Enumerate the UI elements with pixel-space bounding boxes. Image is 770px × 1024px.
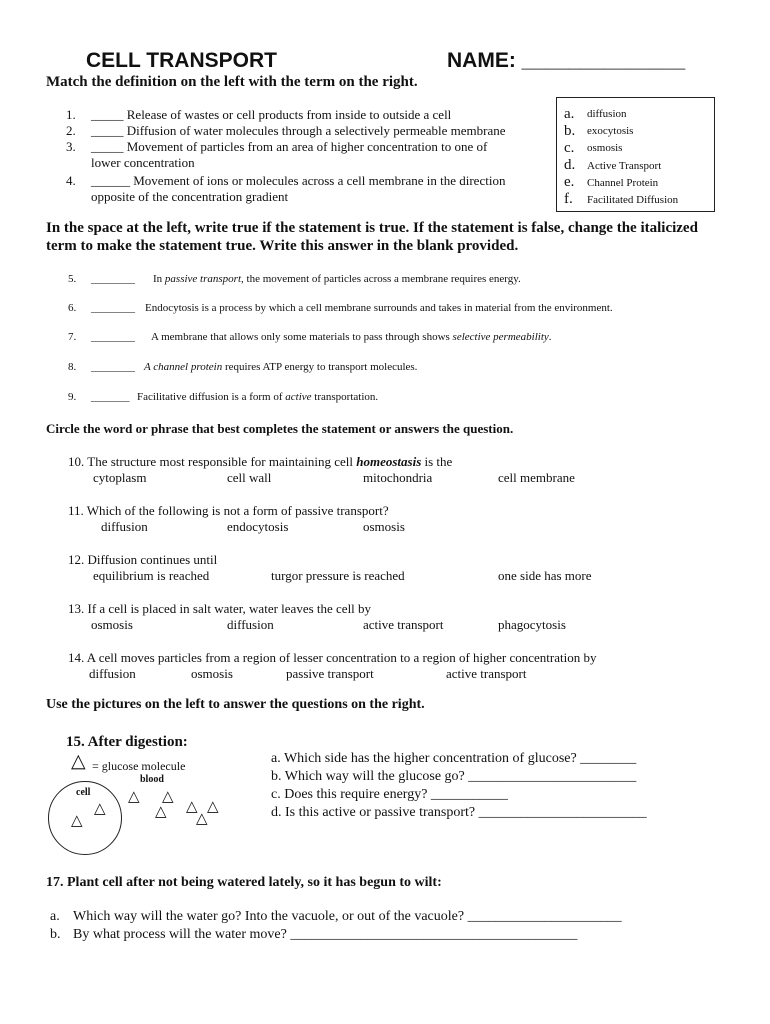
term-d-text: Active Transport — [587, 160, 662, 172]
glucose-in-blood-icon: △ — [186, 799, 198, 815]
q13-text: 13. If a cell is placed in salt water, water leaves the cell by — [68, 601, 372, 616]
item-7-num: 7. — [68, 331, 77, 343]
q11-text: 11. Which of the following is not a form of passive transport? — [68, 503, 389, 518]
q10-option-1[interactable]: cytoplasm — [93, 470, 147, 485]
q17-title: 17. Plant cell after not being watered lately, so it has begun to wilt: — [46, 875, 442, 890]
item-8-blank[interactable]: ________ — [91, 361, 135, 373]
q17-b-letter: b. — [50, 927, 61, 942]
q10-option-2[interactable]: cell wall — [227, 470, 272, 485]
q15-question-c: c. Does this require energy? ___________ — [271, 787, 508, 802]
term-c-letter: c. — [564, 140, 575, 156]
item-9-blank[interactable]: _______ — [91, 391, 130, 403]
item-4-text-cont: opposite of the concentration gradient — [91, 189, 289, 204]
name-field-label[interactable]: NAME: ______________ — [447, 49, 686, 72]
glucose-legend-label: = glucose molecule — [92, 759, 186, 773]
item-8-num: 8. — [68, 361, 77, 373]
item-7-statement: A membrane that allows only some materials to pass through shows selective permeability. — [151, 331, 552, 343]
term-a-letter: a. — [564, 106, 575, 122]
item-3-text-cont: lower concentration — [91, 155, 195, 170]
section2-instruction-line2: term to make the statement true. Write this answer in the blank provided. — [46, 238, 519, 254]
item-1-num: 1. — [66, 107, 76, 122]
blood-label: blood — [140, 774, 164, 785]
item-4-num: 4. — [66, 173, 76, 188]
term-c-text: osmosis — [587, 142, 623, 154]
item-7-blank[interactable]: ________ — [91, 331, 135, 343]
term-b-letter: b. — [564, 123, 576, 139]
item-2-num: 2. — [66, 123, 76, 138]
q14-text: 14. A cell moves particles from a region of lesser concentration to a region of higher concentration by — [68, 650, 597, 665]
q12-option-1[interactable]: equilibrium is reached — [93, 568, 210, 583]
q12-option-3[interactable]: one side has more — [498, 568, 592, 583]
glucose-in-blood-icon: △ — [128, 789, 140, 805]
term-d-letter: d. — [564, 157, 576, 173]
section4-instruction: Use the pictures on the left to answer the questions on the right. — [46, 697, 425, 712]
q12-text: 12. Diffusion continues until — [68, 552, 218, 567]
q14-option-3[interactable]: passive transport — [286, 666, 374, 681]
q10-option-3[interactable]: mitochondria — [363, 470, 433, 485]
q15-question-b: b. Which way will the glucose go? ________________________ — [271, 769, 637, 784]
glucose-in-blood-icon: △ — [162, 789, 174, 805]
item-3-text: _____ Movement of particles from an area of higher concentration to one of — [91, 139, 488, 154]
q15-title: 15. After digestion: — [66, 734, 188, 750]
q17-a-letter: a. — [50, 909, 60, 924]
glucose-in-cell-icon: △ — [71, 813, 83, 829]
section2-instruction-line1: In the space at the left, write true if the statement is true. If the statement is false, change the italicized — [46, 220, 698, 236]
item-6-num: 6. — [68, 302, 77, 314]
item-9-num: 9. — [68, 391, 77, 403]
term-f-text: Facilitated Diffusion — [587, 194, 679, 206]
term-f-letter: f. — [564, 191, 573, 207]
q13-option-1[interactable]: osmosis — [91, 617, 133, 632]
term-e-letter: e. — [564, 174, 575, 190]
q11-option-2[interactable]: endocytosis — [227, 519, 289, 534]
q15-question-d: d. Is this active or passive transport? ________________________ — [271, 805, 647, 820]
glucose-in-blood-icon: △ — [196, 811, 208, 827]
item-3-num: 3. — [66, 139, 76, 154]
term-b-text: exocytosis — [587, 125, 634, 137]
section3-instruction: Circle the word or phrase that best completes the statement or answers the question. — [46, 421, 514, 436]
q17-a-text: Which way will the water go? Into the vacuole, or out of the vacuole? ______________________ — [73, 909, 622, 924]
item-5-statement: In passive transport, the movement of particles across a membrane requires energy. — [153, 273, 521, 285]
q14-option-2[interactable]: osmosis — [191, 666, 233, 681]
item-1-text: _____ Release of wastes or cell products from inside to outside a cell — [91, 107, 452, 122]
page-title: CELL TRANSPORT — [86, 49, 277, 72]
q13-option-2[interactable]: diffusion — [227, 617, 274, 632]
q14-option-4[interactable]: active transport — [446, 666, 527, 681]
term-e-text: Channel Protein — [587, 177, 659, 189]
q10-text: 10. The structure most responsible for maintaining cell homeostasis is the — [68, 454, 453, 469]
item-5-blank[interactable]: ________ — [91, 273, 135, 285]
q13-option-4[interactable]: phagocytosis — [498, 617, 566, 632]
cell-label: cell — [76, 787, 91, 798]
term-a-text: diffusion — [587, 108, 627, 120]
q17-b-text: By what process will the water move? _________________________________________ — [73, 927, 578, 942]
glucose-in-blood-icon: △ — [207, 799, 219, 815]
item-6-blank[interactable]: ________ — [91, 302, 135, 314]
q13-option-3[interactable]: active transport — [363, 617, 444, 632]
item-9-statement: Facilitative diffusion is a form of active transportation. — [137, 391, 379, 403]
q11-option-3[interactable]: osmosis — [363, 519, 405, 534]
item-8-statement: A channel protein requires ATP energy to transport molecules. — [144, 361, 418, 373]
q10-option-4[interactable]: cell membrane — [498, 470, 575, 485]
glucose-triangle-icon: △ — [71, 751, 86, 772]
section1-instruction: Match the definition on the left with the term on the right. — [46, 74, 418, 90]
q15-question-a: a. Which side has the higher concentration of glucose? ________ — [271, 751, 637, 766]
glucose-in-blood-icon: △ — [155, 804, 167, 820]
item-4-text: ______ Movement of ions or molecules across a cell membrane in the direction — [91, 173, 506, 188]
item-5-num: 5. — [68, 273, 77, 285]
item-6-statement: Endocytosis is a process by which a cell membrane surrounds and takes in material from the environment. — [145, 302, 613, 314]
q14-option-1[interactable]: diffusion — [89, 666, 136, 681]
item-2-text: _____ Diffusion of water molecules through a selectively permeable membrane — [91, 123, 506, 138]
glucose-in-cell-icon: △ — [94, 801, 106, 817]
q12-option-2[interactable]: turgor pressure is reached — [271, 568, 405, 583]
q11-option-1[interactable]: diffusion — [101, 519, 148, 534]
